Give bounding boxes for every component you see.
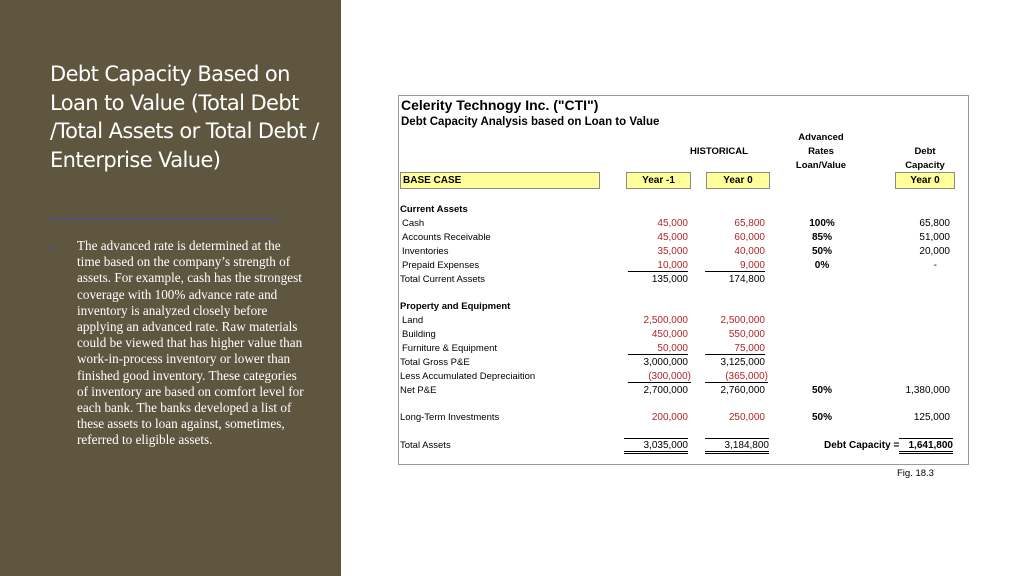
- row-label: Building: [402, 329, 436, 340]
- value-year-minus-1: 2,500,000: [643, 315, 688, 326]
- row-label: Prepaid Expenses: [402, 260, 480, 271]
- capacity-value: 20,000: [919, 246, 950, 257]
- value-year-0: 2,500,000: [720, 315, 765, 326]
- lti-year-minus-1: 200,000: [651, 412, 688, 423]
- advanced-rates-header-3: Loan/Value: [795, 160, 847, 171]
- figure-caption: Fig. 18.3: [897, 468, 934, 479]
- debt-capacity-header-1: Debt: [914, 146, 936, 157]
- advanced-rates-header-2: Rates: [808, 146, 834, 157]
- capacity-value: -: [933, 260, 937, 271]
- value-year-minus-1: 50,000: [628, 343, 688, 355]
- advance-rate: 100%: [809, 218, 835, 229]
- total-assets-label: Total Assets: [400, 440, 451, 451]
- advance-rate: 50%: [811, 246, 832, 257]
- title-underline: [50, 219, 277, 220]
- company-title: Celerity Technogy Inc. ("CTI"): [401, 97, 599, 113]
- value-year-minus-1: 35,000: [657, 246, 688, 257]
- net-pe-label: Net P&E: [400, 385, 437, 396]
- value-year-0: 9,000: [705, 260, 765, 272]
- value-year-minus-1: 10,000: [628, 260, 688, 272]
- value-year-0: 60,000: [734, 232, 765, 243]
- value-year-0: 75,000: [705, 343, 765, 355]
- lti-label: Long-Term Investments: [400, 412, 500, 423]
- debt-capacity-label: Debt Capacity =: [824, 440, 900, 451]
- lti-capacity: 125,000: [913, 412, 950, 423]
- value-year-minus-1: 45,000: [657, 232, 688, 243]
- slide-title: Debt Capacity Based on Loan to Value (Total Debt /Total Assets or Total Debt / Enterprise Value): [50, 62, 319, 172]
- capacity-value: 65,800: [919, 218, 950, 229]
- gross-pe-year-0: 3,125,000: [720, 357, 765, 368]
- value-year-0: 40,000: [734, 246, 765, 257]
- value-year-minus-1: 450,000: [651, 329, 688, 340]
- advance-rate: 0%: [814, 260, 830, 271]
- value-year-minus-1: 45,000: [657, 218, 688, 229]
- debt-capacity-header-2: Capacity: [905, 160, 945, 171]
- total-assets-year-minus-1: 3,035,000: [624, 438, 688, 454]
- depreciation-year-0: (365,000): [705, 371, 768, 383]
- depreciation-label: Less Accumulated Depreciaition: [400, 371, 536, 382]
- depreciation-year-minus-1: (300,000): [628, 371, 691, 383]
- total-current-assets-label: Total Current Assets: [400, 274, 486, 285]
- advanced-rates-header-1: Advanced: [798, 132, 844, 143]
- ppe-heading: Property and Equipment: [400, 301, 511, 312]
- debt-capacity-total: 1,641,800: [899, 438, 953, 454]
- bullet-text: The advanced rate is determined at the time based on the company’s strength of assets. For example, cash has the strongest coverage with 100% advance rate and inventory is analyzed closely before applying an advanced rate. Raw materials could be viewed that has higher value than work-in-process inventory or lower than finished good inventory. These categories of inventory are based on comfort level for each bank. The banks developed a list of these assets to loan against, sometimes, referred to eligible assets.: [77, 238, 304, 448]
- net-pe-rate: 50%: [811, 385, 832, 396]
- row-label: Inventories: [402, 246, 449, 257]
- lti-year-0: 250,000: [728, 412, 765, 423]
- analysis-subtitle: Debt Capacity Analysis based on Loan to Value: [401, 116, 660, 128]
- value-year-0: 550,000: [728, 329, 765, 340]
- row-label: Accounts Receivable: [402, 232, 491, 243]
- net-pe-year-minus-1: 2,700,000: [643, 385, 688, 396]
- advance-rate: 85%: [811, 232, 832, 243]
- value-year-0: 65,800: [734, 218, 765, 229]
- net-pe-capacity: 1,380,000: [905, 385, 950, 396]
- capacity-value: 51,000: [919, 232, 950, 243]
- year-minus-1-cell: Year -1: [626, 172, 691, 189]
- base-case-cell: BASE CASE: [400, 172, 600, 189]
- lti-rate: 50%: [811, 412, 832, 423]
- row-label: Cash: [402, 218, 425, 229]
- row-label: Land: [402, 315, 424, 326]
- gross-pe-year-minus-1: 3,000,000: [643, 357, 688, 368]
- total-current-assets-year-minus-1: 135,000: [651, 274, 688, 285]
- year-0-cell: Year 0: [706, 172, 770, 189]
- current-assets-heading: Current Assets: [400, 204, 468, 215]
- total-current-assets-year-0: 174,800: [728, 274, 765, 285]
- year-0-capacity-cell: Year 0: [895, 172, 955, 189]
- bullet-icon: •: [50, 243, 54, 253]
- row-label: Furniture & Equipment: [402, 343, 498, 354]
- figure-table: [398, 95, 969, 465]
- gross-pe-label: Total Gross P&E: [400, 357, 470, 368]
- total-assets-year-0: 3,184,800: [705, 438, 769, 454]
- net-pe-year-0: 2,760,000: [720, 385, 765, 396]
- historical-header: HISTORICAL: [690, 146, 748, 157]
